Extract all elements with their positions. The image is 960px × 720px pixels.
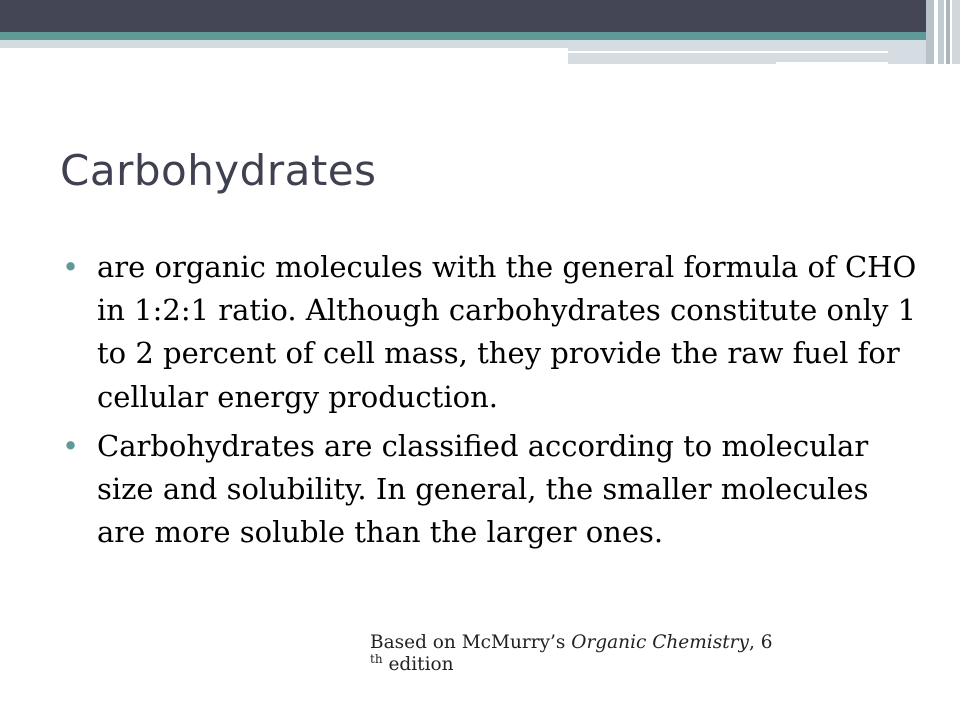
footnote-superscript: th [370,652,383,666]
header-white-line [568,51,888,53]
header-dark-band [0,0,926,34]
footnote-suffix: , 6 [748,632,773,653]
footnote-line-1 [370,632,838,654]
bullet-marker: • [62,250,80,284]
slide-title: Carbohydrates [60,146,377,195]
footnote-book-title: Organic Chemistry [571,632,749,653]
bullet-text: Carbohydrates are classified according to molecular size and solubility. In general, the smaller molecules are more soluble than the larger ones. [97,428,869,550]
right-stripe [952,0,960,64]
header-teal-stripe [0,32,928,40]
source-footnote [370,632,838,677]
header-decoration [0,0,960,68]
bullet-text: are organic molecules with the general formula of CHO in 1:2:1 ratio. Although carbohydrates constitute only 1 to 2 percent of cell mass, they provide the raw fuel for cellular energy production. [97,250,917,414]
footnote-end: edition [388,654,454,675]
header-white-line-short [776,62,888,66]
bullet-item [60,246,920,419]
bullet-marker: • [62,428,80,463]
footnote-prefix: Based on McMurry’s [370,632,572,653]
bullet-item [60,425,920,555]
header-gray-stripe-left [0,40,570,48]
footnote-line-2 [370,654,838,677]
bullet-list [60,246,920,560]
right-stripe [926,0,934,64]
